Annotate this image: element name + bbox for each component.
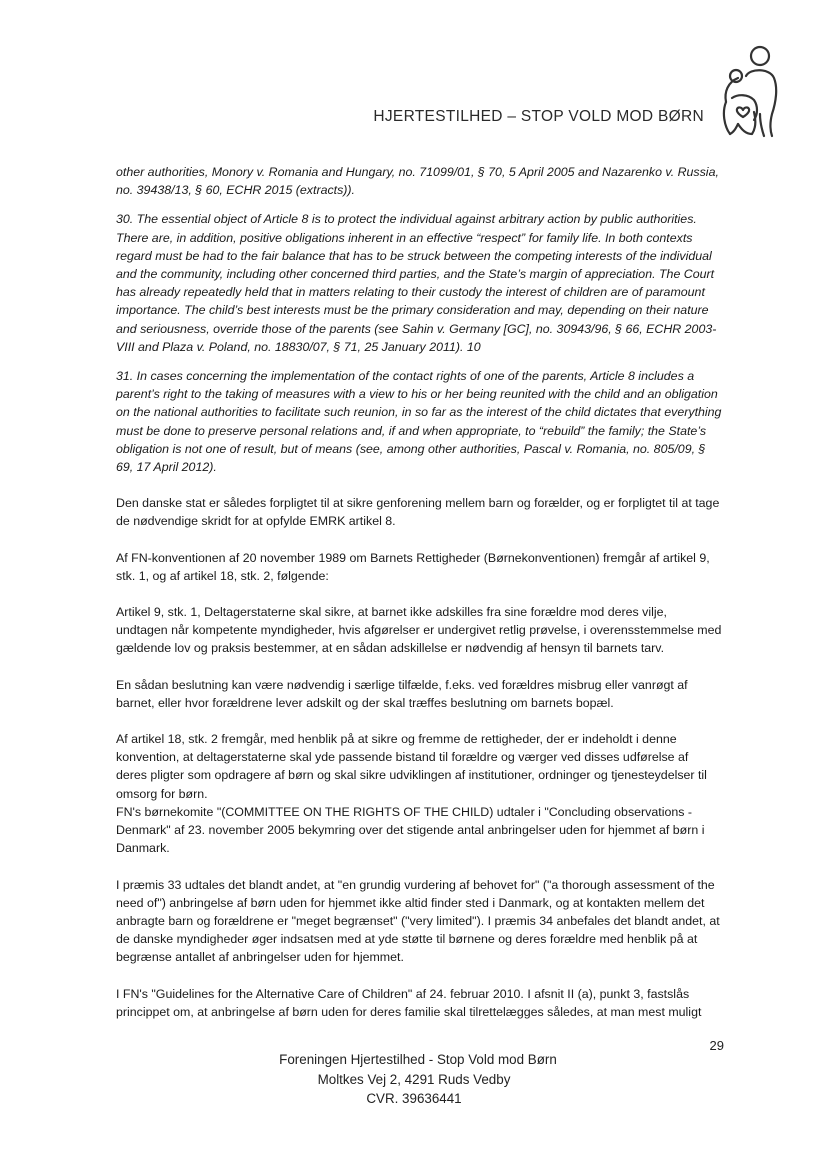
body-paragraph: I FN's "Guidelines for the Alternative Care of Children" af 24. februar 2010. I afsnit II (a), punkt 3, fastslås princippet om, at anbringelse af børn uden for deres familie skal tilrettelægges således, at man mest muligt [116, 986, 702, 1019]
footer-cvr: CVR. 39636441 [366, 1091, 462, 1106]
body-paragraph: Den danske stat er således forpligtet til at sikre genforening mellem barn og forælder, og er forpligtet til at tage de nødvendige skridt for at opfylde EMRK artikel 8. [116, 496, 720, 529]
body-paragraph: Af artikel 18, stk. 2 fremgår, med henblik på at sikre og fremme de rettigheder, der er indeholdt i denne konvention, at deltagerstaterne skal yde passende bistand til forældre og værger ved disses udførelse af deres pligter som opdragere af børn og skal sikre udviklingen af institutioner, ordninger og tjenesteydelser til omsorg for børn. [116, 732, 707, 801]
family-heart-logo-icon [716, 42, 780, 138]
footer-address: Moltkes Vej 2, 4291 Ruds Vedby [317, 1071, 511, 1087]
quote-paragraph: 30. The essential object of Article 8 is to protect the individual against arbitrary action by public authorities. There are, in addition, positive obligations inherent in an effective “respect” for family life. In both contexts regard must be had to the fair balance that has to be struck between the competing interests of the individual and the community, including other concerned third parties, and the State’s margin of appreciation. The Court has already repeatedly held that in matters relating to their custody the interest of children are of paramount importance. The child’s best interests must be the primary consideration and may, depending on their nature and seriousness, override those of the parents (see Sahin v. Germany [GC], no. 30943/96, § 66, ECHR 2003-VIII and Plaza v. Poland, no. 18830/07, § 71, 25 January 2011). 10 [116, 212, 717, 354]
body-paragraph: En sådan beslutning kan være nødvendig i særlige tilfælde, f.eks. ved forældres misbrug eller vanrøgt af barnet, eller hvor forældrene lever adskilt og der skal træffes beslutning om barnets bopæl. [116, 677, 688, 710]
header-title: HJERTESTILHED – STOP VOLD MOD BØRN [373, 108, 704, 125]
body-paragraph: FN's børnekomite "(COMMITTEE ON THE RIGHTS OF THE CHILD) udtaler i "Concluding observations - Denmark" af 23. november 2005 bekymring over det stigende antal anbringelser uden for hjemmet af børn i Danmark. [116, 804, 705, 856]
document-body [116, 163, 722, 1032]
footer-organization: Foreningen Hjertestilhed - Stop Vold mod Børn [279, 1052, 557, 1067]
quote-paragraph: other authorities, Monory v. Romania and Hungary, no. 71099/01, § 70, 5 April 2005 and Nazarenko v. Russia, no. 39438/13, § 60, ECHR 2015 (extracts)). [116, 165, 719, 198]
body-paragraph: I præmis 33 udtales det blandt andet, at "en grundig vurdering af behovet for" ("a thorough assessment of the need of") anbringelse af børn uden for hjemmet ikke altid finder sted i Danmark, og at kontakten mellem det anbragte barn og forældrene er "meget begrænset" ("very limited"). I præmis 34 anbefales det blandt andet, at de danske myndigheder øger indsatsen med at yde støtte til børnene og deres forældre med henblik på at begrænse antallet af anbringelser uden for hjemmet. [116, 877, 720, 965]
body-paragraph: Af FN-konventionen af 20 november 1989 om Barnets Rettigheder (Børnekonventionen) fremgår af artikel 9, stk. 1, og af artikel 18, stk. 2, følgende: [116, 550, 710, 583]
page-header [0, 0, 828, 140]
page-footer [0, 1050, 828, 1109]
body-paragraph: Artikel 9, stk. 1, Deltagerstaterne skal sikre, at barnet ikke adskilles fra sine forældre mod deres vilje, undtagen når kompetente myndigheder, hvis afgørelser er undergivet retlig prøvelse, i overensstemmelse med gældende lov og praksis bestemmer, at en sådan adskillelse er nødvendig af hensyn til barnets tarv. [116, 605, 722, 656]
quote-paragraph: 31. In cases concerning the implementation of the contact rights of one of the parents, Article 8 includes a parent’s right to the taking of measures with a view to his or her being reunited with the child and an obligation on the national authorities to facilitate such reunion, in so far as the interest of the child dictates that everything must be done to preserve personal relations and, if and when appropriate, to “rebuild” the family; the State’s obligation is not one of result, but of means (see, among other authorities, Pascal v. Romania, no. 805/09, § 69, 17 April 2012). [116, 369, 722, 475]
page-number: 29 [709, 1038, 724, 1053]
